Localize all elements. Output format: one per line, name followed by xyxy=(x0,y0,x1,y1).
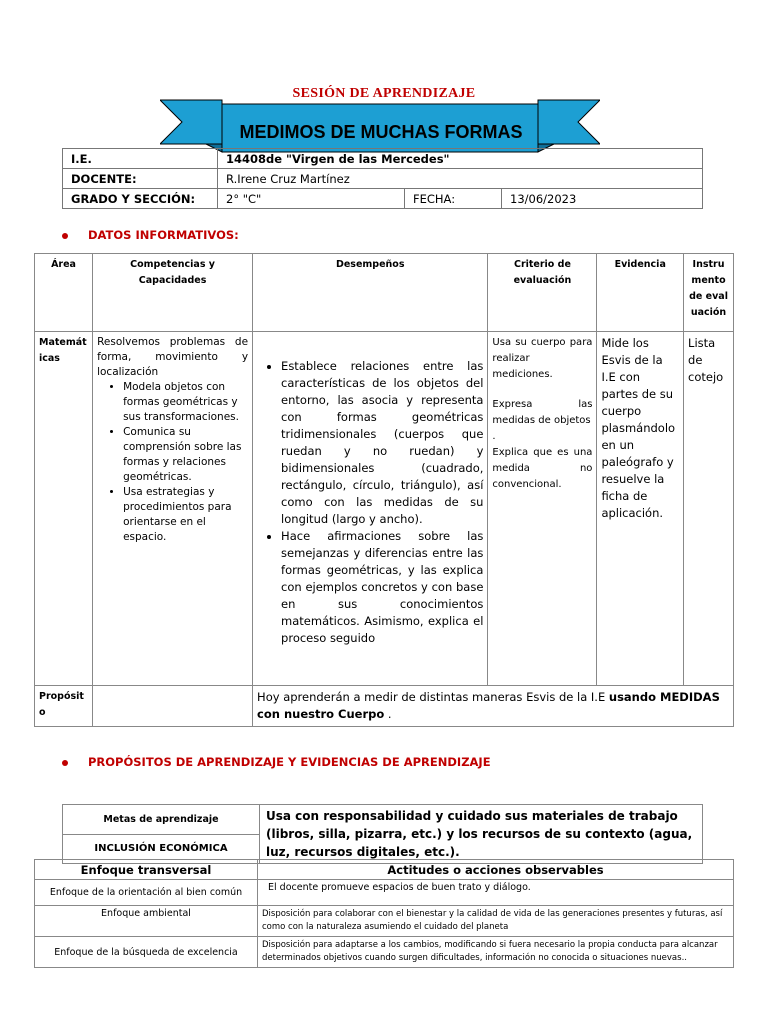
desempenos-cell xyxy=(253,332,488,686)
enfoque-actitud: Disposición para adaptarse a los cambios, modificando si fuera necesario la propia conducta para alcanzar determinados objetivos cuando surgen dificultades, información no conocida o situaciones nuevas.. xyxy=(258,937,734,968)
datos-heading xyxy=(62,228,239,242)
propositos-heading-text: PROPÓSITOS DE APRENDIZAJE Y EVIDENCIAS DE APRENDIZAJE xyxy=(88,755,491,769)
evidencia-cell: Mide los Esvis de la I.E con partes de su cuerpo plasmándolo en un paleógrafo y resuelve la ficha de aplicación. xyxy=(597,332,684,686)
session-label: SESIÓN DE APRENDIZAJE xyxy=(292,86,476,101)
actitudes-header: Actitudes o acciones observables xyxy=(258,860,734,880)
capacidad-item: • Comunica su comprensión sobre las formas y relaciones geométricas. xyxy=(123,425,248,485)
header-evidencia: Evidencia xyxy=(597,254,684,332)
capacidad-item: • Modela objetos con formas geométricas y sus transformaciones. xyxy=(123,380,248,425)
enfoque-actitud: Disposición para colaborar con el bienestar y la calidad de vida de las generaciones presentes y futuras, así como con la naturaleza asumiendo el cuidado del planeta xyxy=(258,906,734,937)
docente-value: R.Irene Cruz Martínez xyxy=(218,169,703,189)
bullet-icon xyxy=(62,233,68,239)
header-instrumento: Instrumento de evaluación xyxy=(684,254,734,332)
header-desempenos: Desempeños xyxy=(253,254,488,332)
proposito-empty-cell xyxy=(93,686,253,727)
bullet-icon xyxy=(62,760,68,766)
enfoque-name: Enfoque de la búsqueda de excelencia xyxy=(35,937,258,968)
proposito-bold: usando MEDIDAS con nuestro Cuerpo xyxy=(257,690,720,721)
docente-label: DOCENTE: xyxy=(63,169,218,189)
capacidad-item: • Usa estrategias y procedimientos para orientarse en el espacio. xyxy=(123,485,248,545)
ie-value: 14408de "Virgen de las Mercedes" xyxy=(218,149,703,169)
criterio-cell xyxy=(488,332,597,686)
area-cell: Matemáticas xyxy=(35,332,93,686)
proposito-end: . xyxy=(384,707,392,721)
enfoque-header: Enfoque transversal xyxy=(35,860,258,880)
header-criterio: Criterio de evaluación xyxy=(488,254,597,332)
datos-heading-text: DATOS INFORMATIVOS: xyxy=(88,228,239,242)
competencia-intro: Resolvemos problemas de forma, movimiento y localización xyxy=(97,336,249,378)
instrumento-cell: Lista de cotejo xyxy=(684,332,734,686)
enfoque-name: Enfoque de la orientación al bien común xyxy=(35,880,258,906)
desempeno-item: • Hace afirmaciones sobre las semejanzas y diferencias entre las formas geométricas, y las explica con ejemplos concretos y con base en sus conocimientos matemáticos. Asimismo, explica el proceso seguido xyxy=(281,528,483,647)
grado-value: 2° "C" xyxy=(218,189,405,209)
ie-label: I.E. xyxy=(63,149,218,169)
enfoques-table xyxy=(34,859,734,968)
header-area: Área xyxy=(35,254,93,332)
enfoque-actitud: El docente promueve espacios de buen trato y diálogo. xyxy=(258,880,734,906)
main-table xyxy=(34,253,734,727)
metas-table xyxy=(62,804,703,864)
fecha-label: FECHA: xyxy=(405,189,502,209)
competencias-cell xyxy=(93,332,253,686)
criterio-item: . xyxy=(492,431,496,442)
proposito-cell xyxy=(253,686,734,727)
metas-text: Usa con responsabilidad y cuidado sus materiales de trabajo (libros, silla, pizarra, etc.) y los recursos de su contexto (agua, luz, recursos digitales, etc.). xyxy=(260,805,703,864)
desempeno-item: • Establece relaciones entre las características de los objetos del entorno, las asocia y representa con formas geométricas tridimensionales (cuerpos que ruedan y no ruedan) y bidimensionales (cuadrado, rectángulo, círculo, triángulo), así como con las medidas de su longitud (largo y ancho). xyxy=(281,358,483,528)
inclusion-label: INCLUSIÓN ECONÓMICA xyxy=(63,834,260,864)
lesson-title: MEDIMOS DE MUCHAS FORMAS xyxy=(239,121,523,142)
metas-label: Metas de aprendizaje xyxy=(63,805,260,835)
proposito-label: Propósito xyxy=(35,686,93,727)
header-competencias: Competencias y Capacidades xyxy=(93,254,253,332)
info-table xyxy=(62,148,703,209)
criterio-item: Usa su cuerpo para realizar mediciones. xyxy=(492,337,593,380)
fecha-value: 13/06/2023 xyxy=(502,189,703,209)
criterio-item: Explica que es una medida no convencional. xyxy=(492,447,593,490)
propositos-heading xyxy=(62,755,491,769)
criterio-item: Expresa las medidas de objetos xyxy=(492,399,593,426)
proposito-text: Hoy aprenderán a medir de distintas maneras Esvis de la I.E xyxy=(257,690,609,704)
enfoque-name: Enfoque ambiental xyxy=(35,906,258,937)
grado-label: GRADO Y SECCIÓN: xyxy=(63,189,218,209)
